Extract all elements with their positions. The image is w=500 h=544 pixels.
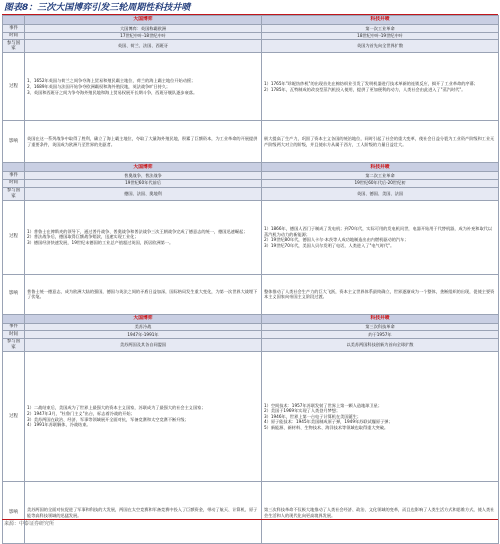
- left-header: 大国博弈: [25, 16, 262, 25]
- paragraph: 4）1991年苏联解体，冷战结束。: [27, 422, 91, 428]
- figure-title: 图表8：三次大国博弈引发三轮周期性科技井喷: [4, 3, 191, 13]
- right-time: 18世纪中叶-19世纪中叶: [262, 32, 499, 40]
- left-header: 大国博弈: [25, 314, 262, 323]
- paragraph: 1）普鲁士在俾斯麦的领导下，通过普丹战争、普奥战争和普法战争三次王朝战争完成了德意志的统一，德国迅速崛起；: [27, 228, 248, 234]
- paragraph: 5）新能源、新材料、生物技术、海洋技术等领域也取得重大突破。: [264, 425, 389, 431]
- label-process: 过程: [3, 352, 25, 482]
- label-countries: 参与国家: [3, 40, 25, 53]
- left-countries: 美苏两国及其各自同盟国: [25, 338, 262, 351]
- left-process: [25, 200, 262, 274]
- right-impact: [262, 482, 499, 544]
- footer-rule: [2, 519, 498, 520]
- right-process: [262, 200, 499, 274]
- label-countries: 参与国家: [3, 338, 25, 351]
- section-header-row: [3, 163, 499, 172]
- section-header-row: [3, 314, 499, 323]
- right-header: 科技井喷: [262, 16, 499, 25]
- paragraph: 4）原子能技术：1945年美国制成原子弹，1949年苏联试爆原子弹；: [264, 419, 393, 425]
- comparison-table: [2, 15, 499, 544]
- right-event: 第一次工业革命: [262, 25, 499, 33]
- paragraph: 2）1785年，瓦特制成的改良型蒸汽机投入使用，提供了更加便利的动力，人类社会由此进入了"蒸汽时代"。: [264, 86, 466, 92]
- paragraph: 3）19世纪70年代，美国人贝尔发明了电话，人类进入了"电气时代"。: [264, 242, 395, 248]
- row-event: [3, 25, 499, 33]
- label-event: 事件: [3, 323, 25, 331]
- paragraph: 1）1866年，德国人西门子制成了发电机；到70年代，实际可用的发电机问世，电器开始用于代替机器，成为补充和取代以蒸汽机为动力的新能源；: [264, 226, 493, 237]
- row-event: [3, 172, 499, 180]
- left-countries: 英国、荷兰、法国、西班牙: [25, 40, 262, 53]
- paragraph: 2）普法战争后，德国取得巨额战争赔款，迅速实现工业化；: [27, 234, 139, 240]
- right-event: 第三次科技革命: [262, 323, 499, 331]
- paragraph: 3）美苏两国在政治、经济、军事等领域展开全面对抗，军备竞赛和太空竞赛不断升级；: [27, 416, 189, 422]
- left-event: 普奥战争、普法战争: [25, 172, 262, 180]
- row-event: [3, 323, 499, 331]
- header-corner: [3, 314, 25, 323]
- paragraph: 美苏两国的全面对抗促进了军事和科技的大发展，两国在太空竞赛和军备竞赛中投入了巨额资金，带动了航天、计算机、原子能等高科技领域的迅猛发展。: [27, 507, 258, 518]
- row-impact: [3, 274, 499, 314]
- label-time: 时间: [3, 32, 25, 40]
- paragraph: 2、1689年英国与法国开始争夺欧洲霸权和海外殖民地，英法战争旷日持久；: [27, 84, 171, 90]
- right-header: 科技井喷: [262, 163, 499, 172]
- row-impact: [3, 121, 499, 163]
- label-event: 事件: [3, 172, 25, 180]
- left-process: [25, 352, 262, 482]
- row-time: [3, 32, 499, 40]
- left-time: 19世纪60年代前后: [25, 179, 262, 187]
- section-header-row: [3, 16, 499, 25]
- paragraph: 第三次科技革命不仅极大地推动了人类社会经济、政治、文化领域的变革，而且也影响了人类生活方式和思维方式，使人类社会生活和人的现代化向更高境界发展。: [264, 507, 495, 518]
- label-process: 过程: [3, 53, 25, 121]
- row-time: [3, 179, 499, 187]
- left-header: 大国博弈: [25, 163, 262, 172]
- left-process: [25, 53, 262, 121]
- label-impact: 影响: [3, 482, 25, 544]
- paragraph: 整体推动了人类社会生产力的巨大飞跃，资本主义世界体系最终确立，世界逐渐成为一个整体，垄断组织的出现，促使主要资本主义国家向帝国主义阶段过渡。: [264, 288, 495, 300]
- left-time: 1947年-1991年: [25, 331, 262, 339]
- row-process: [3, 200, 499, 274]
- label-impact: 影响: [3, 121, 25, 163]
- row-time: [3, 331, 499, 339]
- right-time: 19世纪60年代后-20世纪初: [262, 179, 499, 187]
- left-impact: [25, 274, 262, 314]
- right-countries: 英国、德国、美国、法国: [262, 187, 499, 200]
- right-event: 第二次工业革命: [262, 172, 499, 180]
- source-note: 来源：中泰证券研究所: [4, 521, 55, 527]
- row-countries: [3, 338, 499, 351]
- left-countries: 德国、法国、奥地利: [25, 187, 262, 200]
- paragraph: 极大提高了生产力，巩固了资本主义各国的统治地位，同时引起了社会的重大变革，使社会日益分裂为工业资产阶级和工业无产阶级两大对立的阶级，并且使东方从属于西方，工人阶级的力量日益壮大。: [264, 136, 495, 147]
- left-event: 大国博弈：英国称霸欧洲: [25, 25, 262, 33]
- right-process: [262, 53, 499, 121]
- row-process: [3, 53, 499, 121]
- label-impact: 影响: [3, 274, 25, 314]
- label-event: 事件: [3, 25, 25, 33]
- right-impact: [262, 121, 499, 163]
- right-countries: 英国为首先向全世界扩散: [262, 40, 499, 53]
- paragraph: 3）1946年，世界上第一台电子计算机在美国诞生；: [264, 413, 362, 419]
- paragraph: 3、英国和西班牙之间为争夺海外殖民地和海上贸易权展开长期斗争，西班牙舰队逐步衰落。: [27, 89, 198, 95]
- header-corner: [3, 163, 25, 172]
- left-impact: [25, 121, 262, 163]
- row-countries: [3, 40, 499, 53]
- left-impact: [25, 482, 262, 544]
- right-time: 约于1957年: [262, 331, 499, 339]
- row-impact: [3, 482, 499, 544]
- right-impact: [262, 274, 499, 314]
- label-countries: 参与国家: [3, 187, 25, 200]
- paragraph: 1）空间技术：1957年苏联发射了世界上第一颗人造地球卫星；: [264, 402, 383, 408]
- label-time: 时间: [3, 331, 25, 339]
- label-time: 时间: [3, 179, 25, 187]
- right-process: [262, 352, 499, 482]
- paragraph: 2）19世纪80年代，德国人卡尔·本茨等人成功地制造出由内燃机驱动的汽车；: [264, 237, 409, 243]
- row-countries: [3, 187, 499, 200]
- left-event: 美苏冷战: [25, 323, 262, 331]
- paragraph: 1、1652年英国与荷兰之间争夺海上贸易和殖民霸主地位，荷兰的海上霸主地位开始动摇；: [27, 78, 196, 84]
- paragraph: 普鲁士统一德意志，成为欧洲大陆的强国，德国与英法之间的矛盾日益加深，国际格局发生重大变化，为第一次世界大战埋下了伏笔。: [27, 288, 258, 300]
- paragraph: 英国在这一系列战争中取得了胜利，确立了海上霸主地位，夺取了大量海外殖民地，积累了巨额资本，为工业革命的开展提供了重要条件，英国成为欧洲乃至世界的先驱者。: [27, 136, 258, 147]
- paragraph: 2）1947年3月，"杜鲁门主义"出台，标志着冷战的开始；: [27, 411, 135, 417]
- right-header: 科技井喷: [262, 314, 499, 323]
- row-process: [3, 352, 499, 482]
- paragraph: 1）二战结束后，美国成为了世界上最强大的资本主义国家，苏联成为了最强大的社会主义国家；: [27, 405, 206, 411]
- paragraph: 3）德国经济快速发展，19世纪末德国的工业总产值超过英国，跃居欧洲第一。: [27, 240, 174, 246]
- paragraph: 2）美国于1969年实现了人类登月梦想；: [264, 408, 341, 414]
- left-time: 17世纪中叶-18世纪中叶: [25, 32, 262, 40]
- label-process: 过程: [3, 200, 25, 274]
- header-corner: [3, 16, 25, 25]
- paragraph: 1）1765年"珍妮纺纱机"的出现首先在棉纺织业引发了发明机器进行技术革新的连锁反应，揭开了工业革命的序幕；: [264, 81, 478, 87]
- right-countries: 以美苏两国科技创新为首向全球扩散: [262, 338, 499, 351]
